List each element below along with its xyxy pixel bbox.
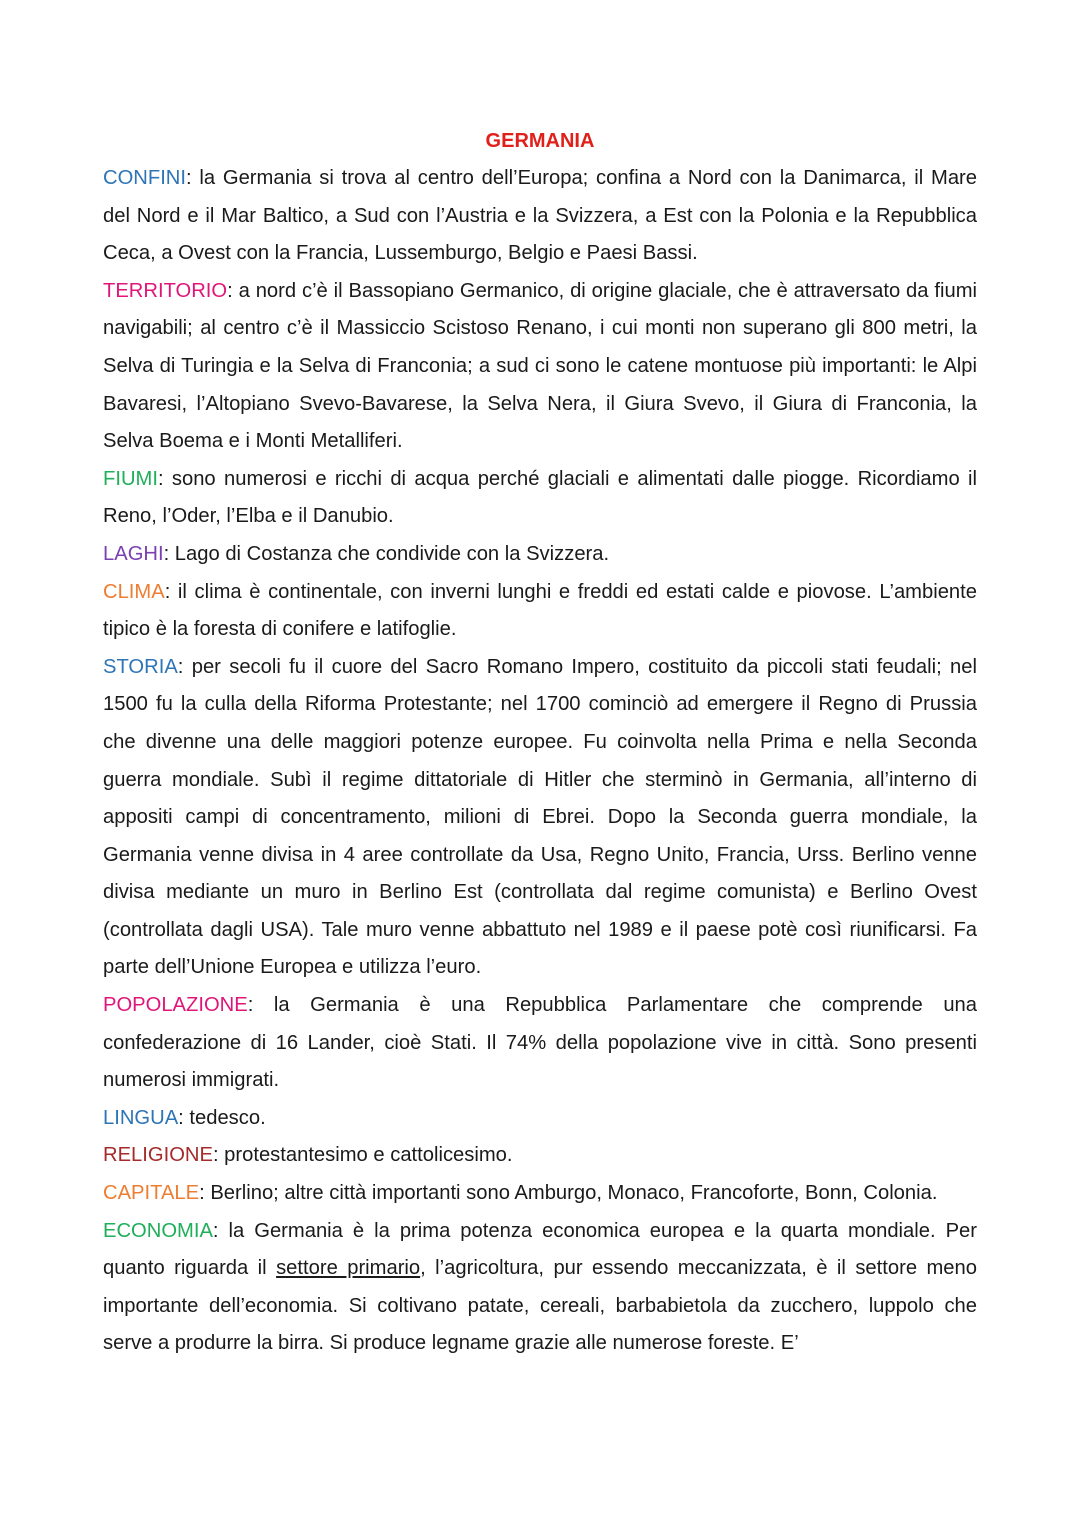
page-title: GERMANIA <box>485 130 595 152</box>
section-text: : a nord c’è il Bassopiano Germanico, di origine glaciale, che è attraversato da fiumi navigabili; al centro c’è il Massiccio Scistoso Renano, i cui monti non superano gli 800 metri, la Selva di Turingia e la Selva di Franconia; a sud ci sono le catene montuose più importanti: le Alpi Bavaresi, l’Altopiano Svevo-Bavarese, la Selva Nera, il Giura Svevo, il Giura di Franconia, la Selva Boema e i Monti Metalliferi. <box>103 279 977 453</box>
section-storia <box>103 649 977 987</box>
section-lingua <box>103 1100 977 1138</box>
section-religione <box>103 1137 977 1175</box>
section-text: : la Germania è una Repubblica Parlamentare che comprende una confederazione di 16 Lander, cioè Stati. Il 74% della popolazione vive in città. Sono presenti numerosi immigrati. <box>103 994 977 1092</box>
section-text: : per secoli fu il cuore del Sacro Romano Impero, costituito da piccoli stati feudali; nel 1500 fu la culla della Riforma Protestante; nel 1700 cominciò ad emergere il Regno di Prussia che divenne una delle maggiori potenze europee. Fu coinvolta nella Prima e nella Seconda guerra mondiale. Subì il regime dittatoriale di Hitler che sterminò in Germania, all’interno di appositi campi di concentramento, milioni di Ebrei. Dopo la Seconda guerra mondiale, la Germania venne divisa in 4 aree controllate da Usa, Regno Unito, Francia, Urss. Berlino venne divisa mediante un muro in Berlino Est (controllata dal regime comunista) e Berlino Ovest (controllata dagli USA). Tale muro venne abbattuto nel 1989 e il paese potè così riunificarsi. Fa parte dell’Unione Europea e utilizza l’euro. <box>103 655 977 979</box>
section-label: CAPITALE <box>103 1182 200 1205</box>
section-confini <box>103 160 977 273</box>
section-label: CLIMA <box>103 580 165 603</box>
section-label: LAGHI <box>103 542 164 565</box>
section-label: FIUMI <box>103 467 158 490</box>
section-fiumi <box>103 461 977 536</box>
section-text: : Lago di Costanza che condivide con la Svizzera. <box>163 542 610 565</box>
section-popolazione <box>103 987 977 1100</box>
document-page <box>103 124 977 1363</box>
section-text: : la Germania si trova al centro dell’Europa; confina a Nord con la Danimarca, il Mare del Nord e il Mar Baltico, a Sud con l’Austria e la Svizzera, a Est con la Polonia e la Repubblica Ceca, a Ovest con la Francia, Lussemburgo, Belgio e Paesi Bassi. <box>103 167 977 265</box>
section-label: ECONOMIA <box>103 1219 213 1242</box>
section-text: : protestantesimo e cattolicesimo. <box>212 1144 513 1167</box>
section-text: : la Germania è la prima potenza economica europea e la quarta mondiale. Per quanto riguarda il <box>103 1219 977 1280</box>
section-text: , l’agricoltura, pur essendo meccanizzata, è il settore meno importante dell’economia. Si coltivano patate, cereali, barbabietola da zucchero, luppolo che serve a produrre la birra. Si produce legname grazie alle numerose foreste. E’ <box>103 1257 977 1355</box>
section-label: LINGUA <box>103 1106 179 1129</box>
section-laghi <box>103 536 977 574</box>
underlined-term: settore primario <box>276 1257 421 1280</box>
section-territorio <box>103 273 977 461</box>
section-capitale <box>103 1175 977 1213</box>
section-label: POPOLAZIONE <box>103 994 248 1017</box>
section-text: : Berlino; altre città importanti sono Amburgo, Monaco, Francoforte, Bonn, Colonia. <box>199 1182 938 1205</box>
section-clima <box>103 574 977 649</box>
section-label: RELIGIONE <box>103 1144 213 1167</box>
section-label: STORIA <box>103 655 178 678</box>
section-text: : il clima è continentale, con inverni lunghi e freddi ed estati calde e piovose. L’ambiente tipico è la foresta di conifere e latifoglie. <box>103 580 977 641</box>
section-label: TERRITORIO <box>103 279 228 302</box>
section-label: CONFINI <box>103 167 186 189</box>
section-text: : sono numerosi e ricchi di acqua perché glaciali e alimentati dalle piogge. Ricordiamo il Reno, l’Oder, l’Elba e il Danubio. <box>103 467 977 528</box>
section-text: : tedesco. <box>178 1106 266 1129</box>
section-economia <box>103 1213 977 1363</box>
